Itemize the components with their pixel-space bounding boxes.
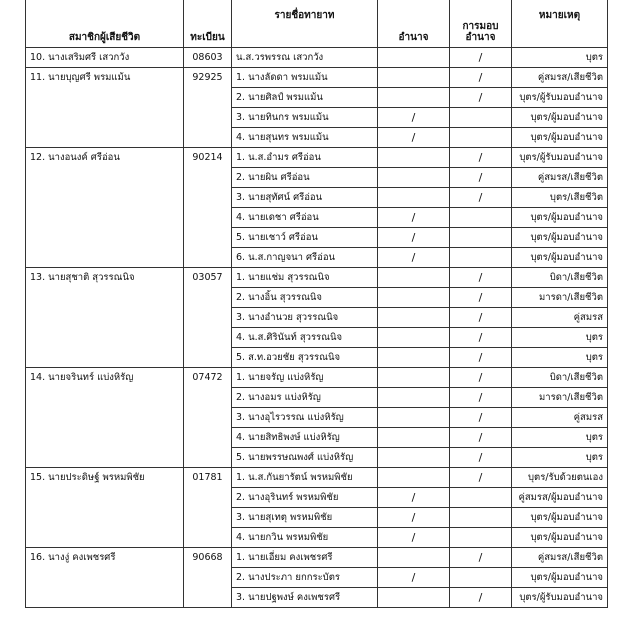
note-cell: บุตร/ผู้มอบอำนาจ [512, 508, 608, 528]
heir-cell: 1. นายเอี่ยม คงเพชรศรี [232, 548, 378, 568]
member-cell: 15. นายประดิษฐ์ พรหมพิชัย [26, 468, 184, 488]
table-row [26, 88, 608, 108]
heir-cell: 5. ส.ท.อวยชัย สุวรรณนิจ [232, 348, 378, 368]
reg-cell [184, 528, 232, 548]
heir-cell: 1. นายจรัญ แบ่งหิรัญ [232, 368, 378, 388]
table-row [26, 388, 608, 408]
reg-cell [184, 348, 232, 368]
note-cell: บุตร/ผู้รับมอบอำนาจ [512, 88, 608, 108]
member-cell [26, 208, 184, 228]
table-row [26, 468, 608, 488]
grant-mark-cell [450, 568, 512, 588]
power-mark-cell [378, 388, 450, 408]
heir-cell: 4. น.ส.ศิรินันท์ สุวรรณนิจ [232, 328, 378, 348]
heir-cell: 2. นางอุรินทร์ พรหมพิชัย [232, 488, 378, 508]
member-cell [26, 448, 184, 468]
heir-cell: 2. นางอิ้น สุวรรณนิจ [232, 288, 378, 308]
reg-cell: 01781 [184, 468, 232, 488]
heir-cell: 3. นายปฐพงษ์ คงเพชรศรี [232, 588, 378, 608]
heir-cell: 3. นายสุเทตุ พรหมพิชัย [232, 508, 378, 528]
heir-cell: 4. นายสุนทร พรมแม้น [232, 128, 378, 148]
member-cell [26, 248, 184, 268]
table-row [26, 108, 608, 128]
note-cell: มารดา/เสียชีวิต [512, 288, 608, 308]
note-cell: คู่สมรส [512, 408, 608, 428]
note-cell: บุตร/ผู้รับมอบอำนาจ [512, 588, 608, 608]
grant-mark-cell: / [450, 348, 512, 368]
grant-mark-cell: / [450, 548, 512, 568]
power-mark-cell [378, 408, 450, 428]
grant-mark-cell: / [450, 188, 512, 208]
reg-cell: 07472 [184, 368, 232, 388]
power-mark-cell [378, 188, 450, 208]
note-cell: บุตร/ผู้มอบอำนาจ [512, 248, 608, 268]
grant-mark-cell: / [450, 308, 512, 328]
note-cell: คู่สมรส/เสียชีวิต [512, 548, 608, 568]
reg-cell [184, 108, 232, 128]
table-row [26, 268, 608, 288]
table-row [26, 68, 608, 88]
table-body [26, 48, 608, 608]
grant-mark-cell: / [450, 408, 512, 428]
table-row [26, 188, 608, 208]
table-row [26, 328, 608, 348]
grant-mark-cell [450, 488, 512, 508]
note-cell: บิดา/เสียชีวิต [512, 368, 608, 388]
member-cell [26, 168, 184, 188]
reg-cell [184, 448, 232, 468]
table-row [26, 368, 608, 388]
member-cell [26, 188, 184, 208]
reg-cell [184, 428, 232, 448]
heir-cell: 5. นายเชาว์ ศรีอ่อน [232, 228, 378, 248]
power-mark-cell: / [378, 228, 450, 248]
member-cell [26, 228, 184, 248]
table-row [26, 228, 608, 248]
member-cell: 10. นางเสริมศรี เสวกวัง [26, 48, 184, 68]
note-cell: บุตร/ผู้มอบอำนาจ [512, 208, 608, 228]
grant-mark-cell: / [450, 328, 512, 348]
member-cell: 14. นายจรินทร์ แบ่งหิรัญ [26, 368, 184, 388]
reg-cell: 03057 [184, 268, 232, 288]
note-cell: บุตร/ผู้มอบอำนาจ [512, 568, 608, 588]
reg-cell [184, 508, 232, 528]
grant-mark-cell: / [450, 48, 512, 68]
grant-mark-cell: / [450, 268, 512, 288]
member-cell: 12. นางอนงค์ ศรีอ่อน [26, 148, 184, 168]
grant-mark-cell: / [450, 168, 512, 188]
heir-cell: 2. นายผิน ศรีอ่อน [232, 168, 378, 188]
member-cell [26, 568, 184, 588]
heir-cell: 4. นายเดชา ศรีอ่อน [232, 208, 378, 228]
table-row [26, 288, 608, 308]
member-cell [26, 508, 184, 528]
header-grant: การมอบ อำนาจ [450, 0, 512, 48]
table-row [26, 428, 608, 448]
heir-cell: 4. นายกวิน พรหมพิชัย [232, 528, 378, 548]
heir-cell: 3. นางอุไรวรรณ แบ่งหิรัญ [232, 408, 378, 428]
power-mark-cell [378, 588, 450, 608]
member-cell [26, 428, 184, 448]
power-mark-cell: / [378, 528, 450, 548]
header-note: หมายเหตุ [512, 0, 608, 48]
heir-cell: 4. นายสิทธิพงษ์ แบ่งหิรัญ [232, 428, 378, 448]
note-cell: บุตร/ผู้มอบอำนาจ [512, 228, 608, 248]
grant-mark-cell: / [450, 428, 512, 448]
heir-cell: 3. นายสุทัศน์ ศรีอ่อน [232, 188, 378, 208]
grant-mark-cell [450, 208, 512, 228]
member-cell [26, 328, 184, 348]
grant-mark-cell [450, 508, 512, 528]
note-cell: คู่สมรส/เสียชีวิต [512, 68, 608, 88]
note-cell: บุตร/เสียชีวิต [512, 188, 608, 208]
reg-cell [184, 328, 232, 348]
reg-cell: 92925 [184, 68, 232, 88]
power-mark-cell [378, 288, 450, 308]
power-mark-cell [378, 428, 450, 448]
member-cell: 13. นายสุชาติ สุวรรณนิจ [26, 268, 184, 288]
member-cell [26, 528, 184, 548]
table-row [26, 408, 608, 428]
member-cell [26, 408, 184, 428]
grant-mark-cell [450, 528, 512, 548]
heir-cell: 1. นางลัดดา พรมแม้น [232, 68, 378, 88]
member-cell [26, 108, 184, 128]
reg-cell [184, 408, 232, 428]
power-mark-cell [378, 328, 450, 348]
header-member: สมาชิกผู้เสียชีวิต [26, 0, 184, 48]
heir-cell: 3. นายทินกร พรมแม้น [232, 108, 378, 128]
grant-mark-cell: / [450, 368, 512, 388]
power-mark-cell [378, 88, 450, 108]
header-power: อำนาจ [378, 0, 450, 48]
reg-cell [184, 188, 232, 208]
reg-cell [184, 168, 232, 188]
grant-mark-cell: / [450, 68, 512, 88]
heir-cell: 1. นายแช่ม สุวรรณนิจ [232, 268, 378, 288]
table-row [26, 148, 608, 168]
header-heir: รายชื่อทายาท [232, 0, 378, 48]
table-header-row [26, 0, 608, 48]
reg-cell [184, 388, 232, 408]
table-row [26, 528, 608, 548]
table-row [26, 508, 608, 528]
reg-cell: 90214 [184, 148, 232, 168]
table-row [26, 588, 608, 608]
reg-cell [184, 248, 232, 268]
grant-mark-cell: / [450, 468, 512, 488]
reg-cell: 08603 [184, 48, 232, 68]
note-cell: บุตร/ผู้รับมอบอำนาจ [512, 148, 608, 168]
grant-mark-cell: / [450, 148, 512, 168]
table-row [26, 568, 608, 588]
reg-cell [184, 88, 232, 108]
member-cell [26, 388, 184, 408]
reg-cell [184, 228, 232, 248]
note-cell: บุตร/ผู้มอบอำนาจ [512, 108, 608, 128]
reg-cell [184, 568, 232, 588]
heir-cell: 3. นางอำนวย สุวรรณนิจ [232, 308, 378, 328]
heir-cell: 2. นางประภา ยกกระบัตร [232, 568, 378, 588]
reg-cell [184, 288, 232, 308]
reg-cell [184, 488, 232, 508]
grant-mark-cell: / [450, 88, 512, 108]
grant-mark-cell [450, 248, 512, 268]
heir-cell: 6. น.ส.กาญจนา ศรีอ่อน [232, 248, 378, 268]
table-row [26, 488, 608, 508]
grant-mark-cell [450, 228, 512, 248]
power-mark-cell [378, 468, 450, 488]
grant-mark-cell: / [450, 288, 512, 308]
reg-cell [184, 308, 232, 328]
reg-cell [184, 208, 232, 228]
power-mark-cell [378, 308, 450, 328]
table-row [26, 168, 608, 188]
note-cell: บุตร/ผู้มอบอำนาจ [512, 528, 608, 548]
power-mark-cell: / [378, 128, 450, 148]
note-cell: คู่สมรส/ผู้มอบอำนาจ [512, 488, 608, 508]
heir-cell: 5. นายพรรษณพงศ์ แบ่งหิรัญ [232, 448, 378, 468]
note-cell: คู่สมรส [512, 308, 608, 328]
power-mark-cell [378, 168, 450, 188]
note-cell: มารดา/เสียชีวิต [512, 388, 608, 408]
member-cell [26, 488, 184, 508]
table-row [26, 308, 608, 328]
note-cell: บุตร/ผู้มอบอำนาจ [512, 128, 608, 148]
grant-mark-cell [450, 108, 512, 128]
member-cell: 11. นายบุญศรี พรมแม้น [26, 68, 184, 88]
power-mark-cell [378, 448, 450, 468]
member-cell [26, 88, 184, 108]
table-row [26, 448, 608, 468]
power-mark-cell [378, 548, 450, 568]
table-row [26, 248, 608, 268]
note-cell: บุตร/รับด้วยตนเอง [512, 468, 608, 488]
heir-cell: 1. น.ส.กันยารัตน์ พรหมพิชัย [232, 468, 378, 488]
reg-cell [184, 588, 232, 608]
note-cell: บุตร [512, 328, 608, 348]
note-cell: บุตร [512, 48, 608, 68]
member-cell [26, 588, 184, 608]
member-cell [26, 128, 184, 148]
heir-cell: 2. นายศิลป์ พรมแม้น [232, 88, 378, 108]
note-cell: บุตร [512, 348, 608, 368]
grant-mark-cell: / [450, 448, 512, 468]
power-mark-cell: / [378, 508, 450, 528]
power-mark-cell [378, 268, 450, 288]
power-mark-cell [378, 348, 450, 368]
table-row [26, 48, 608, 68]
grant-mark-cell: / [450, 388, 512, 408]
header-reg: ทะเบียน [184, 0, 232, 48]
power-mark-cell: / [378, 248, 450, 268]
power-mark-cell [378, 148, 450, 168]
power-mark-cell [378, 48, 450, 68]
note-cell: บุตร [512, 448, 608, 468]
table-row [26, 128, 608, 148]
power-mark-cell: / [378, 108, 450, 128]
power-mark-cell [378, 68, 450, 88]
member-cell: 16. นางงู่ คงเพชรศรี [26, 548, 184, 568]
power-mark-cell: / [378, 488, 450, 508]
table-row [26, 348, 608, 368]
member-cell [26, 348, 184, 368]
heirs-table [25, 0, 608, 608]
grant-mark-cell: / [450, 588, 512, 608]
note-cell: บิดา/เสียชีวิต [512, 268, 608, 288]
note-cell: บุตร [512, 428, 608, 448]
heir-cell: 2. นางอมร แบ่งหิรัญ [232, 388, 378, 408]
grant-mark-cell [450, 128, 512, 148]
reg-cell: 90668 [184, 548, 232, 568]
note-cell: คู่สมรส/เสียชีวิต [512, 168, 608, 188]
reg-cell [184, 128, 232, 148]
table-row [26, 548, 608, 568]
table-row [26, 208, 608, 228]
power-mark-cell [378, 368, 450, 388]
heir-cell: 1. น.ส.อำมร ศรีอ่อน [232, 148, 378, 168]
heir-cell: น.ส.วรพรรณ เสวกวัง [232, 48, 378, 68]
power-mark-cell: / [378, 568, 450, 588]
member-cell [26, 288, 184, 308]
member-cell [26, 308, 184, 328]
power-mark-cell: / [378, 208, 450, 228]
